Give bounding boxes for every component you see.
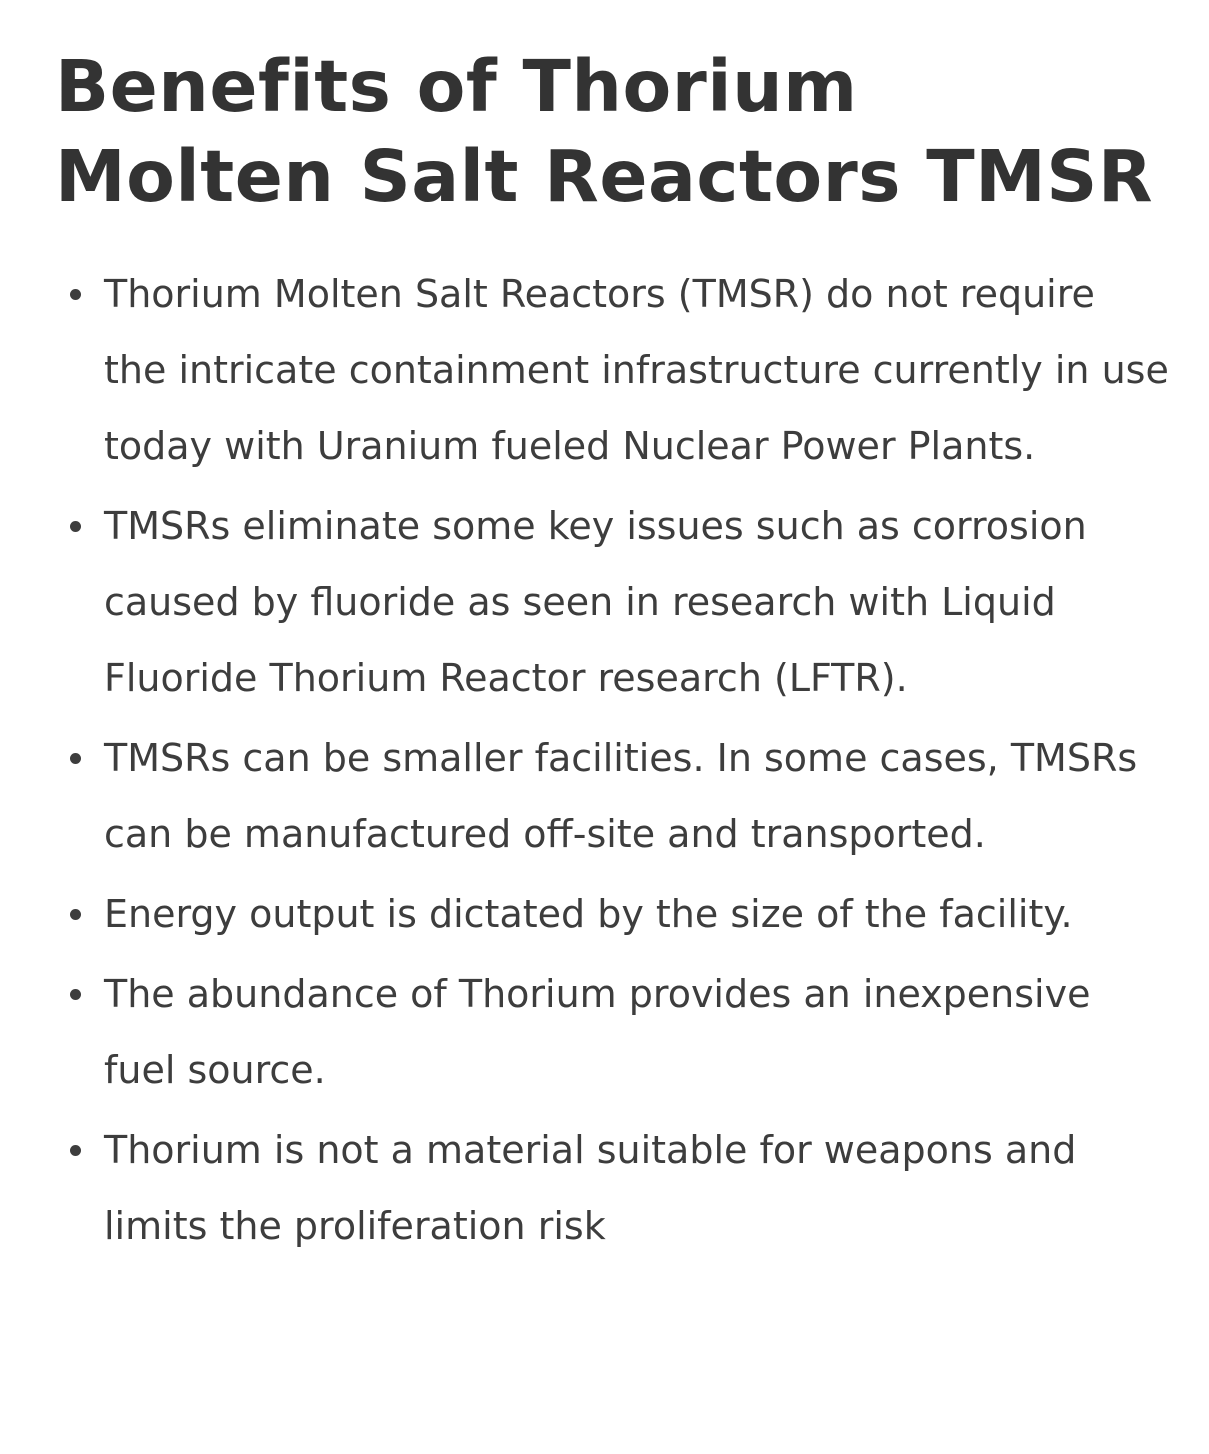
list-item: [55, 1112, 1169, 1264]
bullet-icon: [70, 909, 81, 920]
list-item: [55, 720, 1169, 872]
list-item-text: TMSRs eliminate some key issues such as corrosion caused by fluoride as seen in research with Liquid Fluoride Thorium Reactor research (LFTR).: [104, 504, 1087, 700]
list-item-text: Thorium Molten Salt Reactors (TMSR) do not require the intricate containment infrastructure currently in use today with Uranium fueled Nuclear Power Plants.: [104, 272, 1169, 468]
bullet-icon: [70, 989, 81, 1000]
bullet-icon: [70, 753, 81, 764]
list-item-text: The abundance of Thorium provides an inexpensive fuel source.: [104, 972, 1091, 1092]
benefits-list: [55, 256, 1169, 1264]
list-item: [55, 256, 1169, 484]
list-item: [55, 876, 1169, 952]
list-item-text: Thorium is not a material suitable for weapons and limits the proliferation risk: [104, 1128, 1077, 1248]
bullet-icon: [70, 521, 81, 532]
list-item: [55, 488, 1169, 716]
bullet-icon: [70, 289, 81, 300]
page-title: Benefits of Thorium Molten Salt Reactors TMSR: [55, 45, 1154, 218]
list-item: [55, 956, 1169, 1108]
bullet-icon: [70, 1145, 81, 1156]
list-item-text: TMSRs can be smaller facilities. In some cases, TMSRs can be manufactured off-site and transported.: [104, 736, 1138, 856]
list-item-text: Energy output is dictated by the size of the facility.: [104, 892, 1073, 936]
